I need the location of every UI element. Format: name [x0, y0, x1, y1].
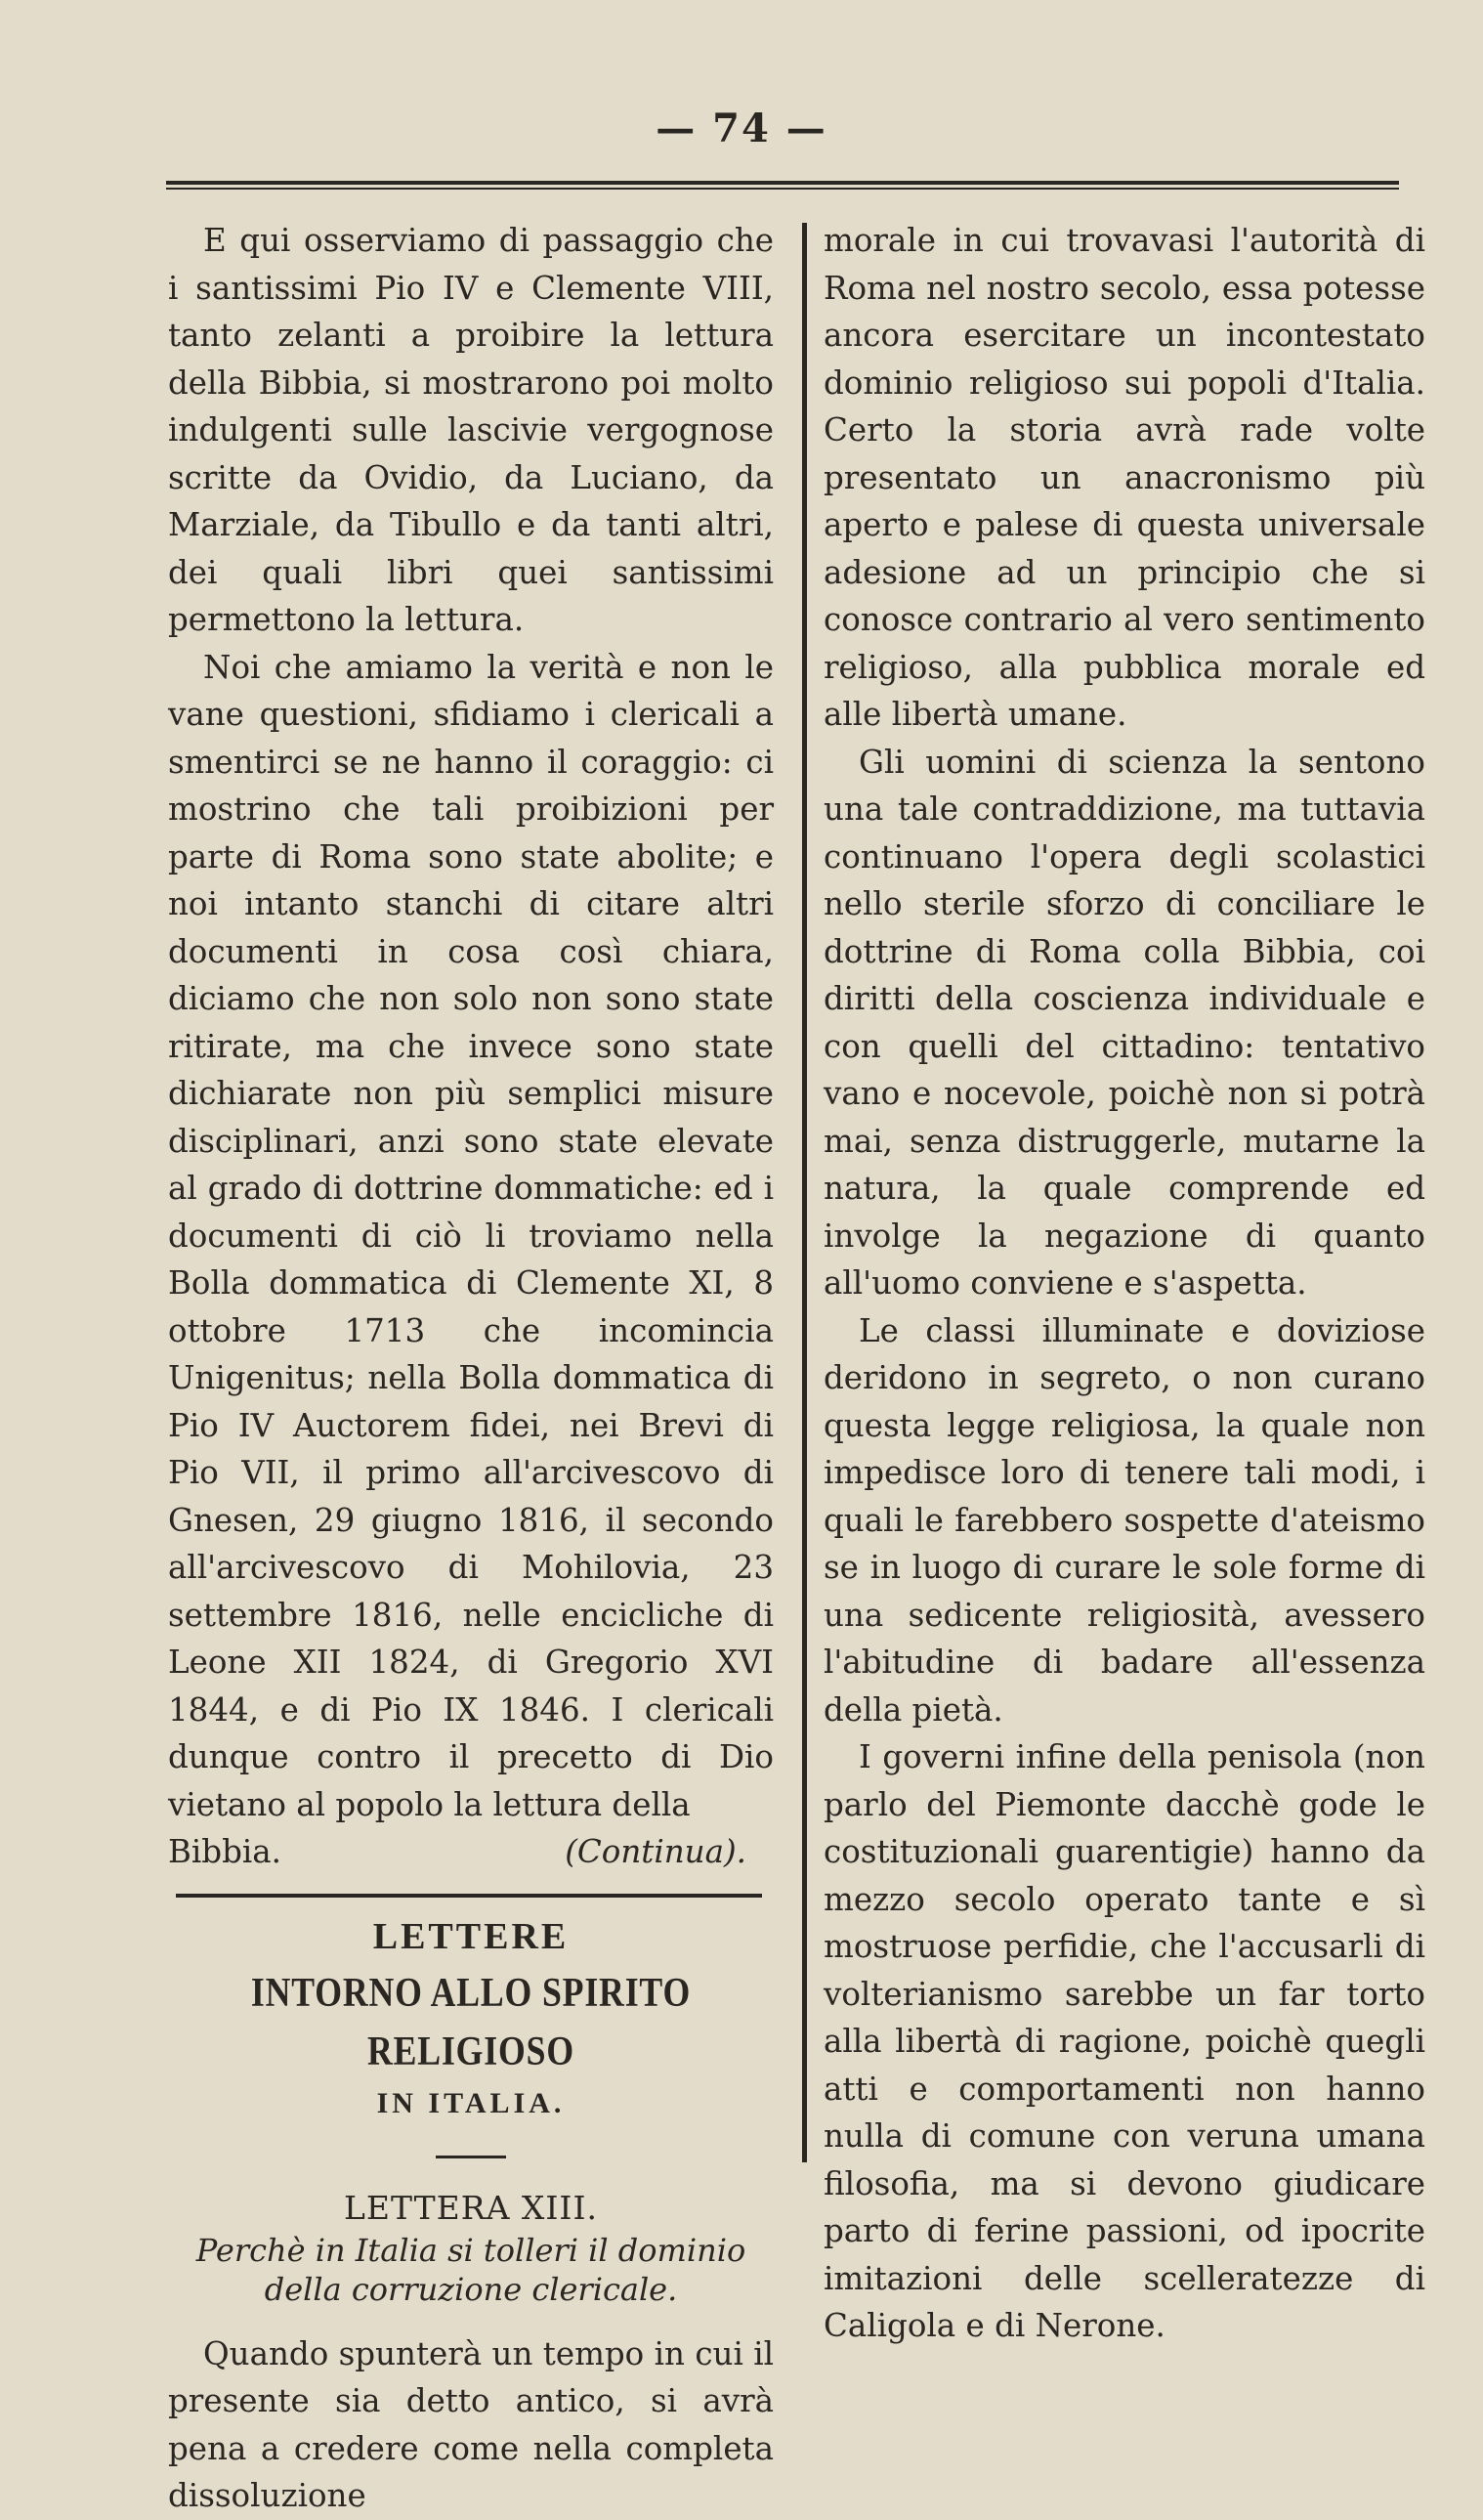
letter-number: LETTERA XIII. — [344, 2188, 598, 2227]
paragraph: E qui osserviamo di passaggio che i santissimi Pio IV e Clemente VIII, tanto zelanti a proibire la lettura della Bibbia, si mostrarono poi molto indulgenti sulle lascivie vergognose scritte da Ovidio, da Luciano, da Marziale, da Tibullo e da tanti altri, dei quali libri quei santissimi permettono la lettura. — [168, 222, 774, 638]
right-column — [824, 217, 1425, 2350]
section-heading — [168, 1909, 774, 2309]
paragraph: Quando spunterà un tempo in cui il presente sia detto antico, si avrà pena a credere come nella completa dissoluzione — [168, 2334, 774, 2514]
left-column — [168, 217, 774, 2520]
last-word: Bibbia. — [168, 1833, 281, 1870]
paragraph: morale in cui trovavasi l'autorità di Roma nel nostro secolo, essa potesse ancora esercitare un incontestato dominio religioso sui popoli d'Italia. Certo la storia avrà rade volte presentato un anacronismo più aperto e palese di questa universale adesione ad un principio che si conosce contrario al vero sentimento religioso, alla pubblica morale ed alle libertà umane. — [824, 222, 1425, 733]
page-number: — 74 — — [656, 106, 827, 151]
letter-title: Perchè in Italia si tolleri il dominio della corruzione clericale. — [195, 2231, 746, 2308]
paragraph: Noi che amiamo la verità e non le vane questioni, sfidiamo i clericali a smentirci se ne hanno il coraggio: ci mostrino che tali proibizioni per parte di Roma sono state abolite; e noi intanto stanchi di citare altri documenti in cosa così chiara, diciamo che non solo non sono state ritirate, ma che invece sono state dichiarate non più semplici misure disciplinari, anzi sono state elevate al grado di dottrine dommatiche: ed i documenti di ciò li troviamo nella Bolla dommatica di Clemente XI, 8 ottobre 1713 che incomincia Unigenitus; nella Bolla dommatica di Pio IV Auctorem fidei, nei Brevi di Pio VII, il primo all'arcivescovo di Gnesen, 29 giugno 1816, il secondo all'arcivescovo di Mohilovia, 23 settembre 1816, nelle encicliche di Leone XII 1824, di Gregorio XVI 1844, e di Pio IX 1846. I clericali dunque contro il precetto di Dio vietano al popolo la lettura della — [168, 648, 774, 1823]
heading-line-2: INTORNO ALLO SPIRITO RELIGIOSO — [250, 1970, 692, 2074]
paragraph: Gli uomini di scienza la sentono una tale contraddizione, ma tuttavia continuano l'opera degli scolastici nello sterile sforzo di conciliare le dottrine di Roma colla Bibbia, coi diritti della coscienza individuale e con quelli del cittadino: tentativo vano e nocevole, poichè non si potrà mai, senza distruggerle, mutarne la natura, la quale comprende ed involge la negazione di quanto all'uomo conviene e s'aspetta. — [824, 743, 1425, 1302]
heading-line-1: LETTERE — [372, 1915, 570, 1957]
paragraph: I governi infine della penisola (non parlo del Piemonte dacchè gode le costituzionali guarentigie) hanno da mezzo secolo operato tante e sì mostruose perfidie, che l'accusarli di volterianismo sarebbe un far torto alla libertà di ragione, poichè quegli atti e comportamenti non hanno nulla di comune con veruna umana filosofia, ma si devono giudicare parto di ferine passioni, od ipocrite imitazioni delle scelleratezze di Caligola e di Nerone. — [824, 1738, 1425, 2344]
heading-divider — [436, 2156, 506, 2158]
paragraph: Le classi illuminate e doviziose deridono in segreto, o non curano questa legge religiosa, la quale non impedisce loro di tenere tali modi, i quali le farebbero sospette d'ateismo se in luogo di curare le sole forme di una sedicente religiosità, avessero l'abitudine di badare all'essenza della pietà. — [824, 1311, 1425, 1729]
continua-note: (Continua). — [565, 1833, 746, 1870]
header-rule — [166, 181, 1399, 190]
column-divider — [802, 223, 807, 2162]
section-divider — [176, 1894, 762, 1898]
continuation-line — [168, 1828, 774, 1876]
heading-line-3: IN ITALIA. — [376, 2086, 566, 2119]
